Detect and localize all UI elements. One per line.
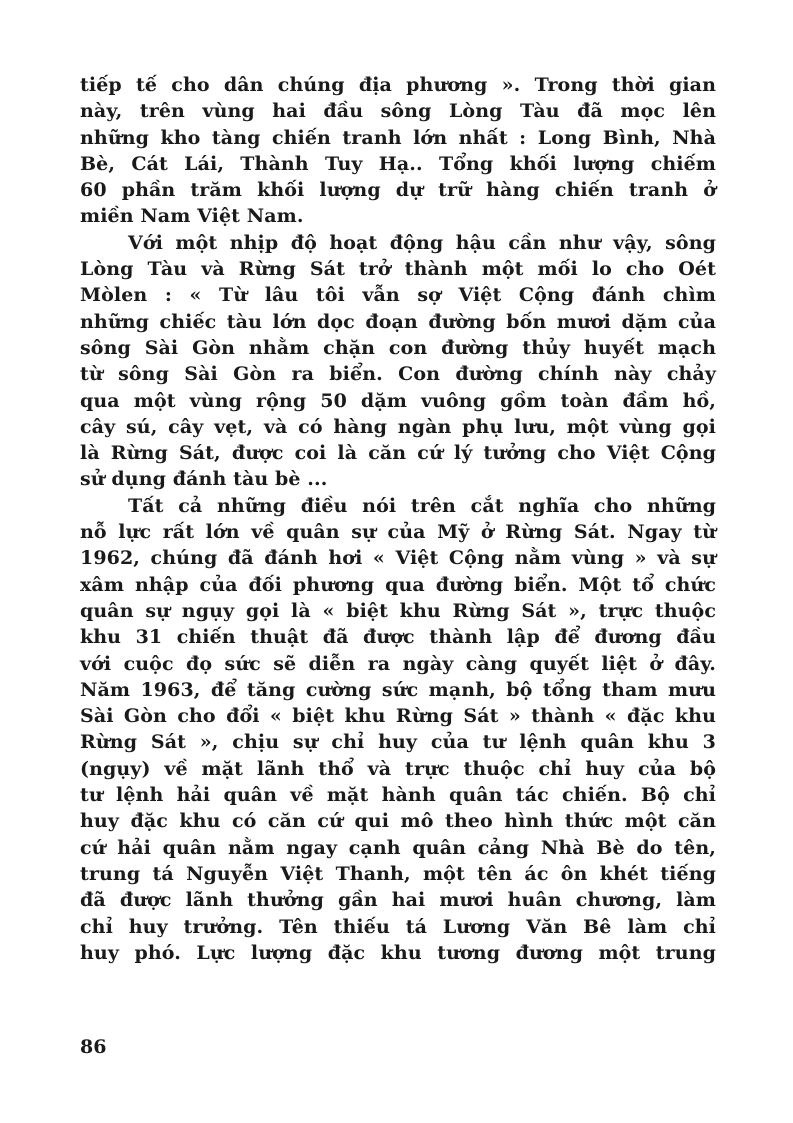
- text-line: cây sú, cây vẹt, và có hàng ngàn phụ lưu, một vùng gọi: [80, 415, 716, 438]
- text-line: đã được lãnh thưởng gần hai mươi huân chương, làm: [80, 889, 716, 912]
- text-line: xâm nhập của đối phương qua đường biển. Một tổ chức: [80, 573, 716, 596]
- text-line: (ngụy) về mặt lãnh thổ và trực thuộc chỉ huy của bộ: [80, 757, 716, 780]
- page-body-text: [80, 72, 716, 966]
- text-line: Tất cả những điều nói trên cắt nghĩa cho những: [128, 494, 716, 517]
- text-line: cứ hải quân nằm ngay cạnh quân cảng Nhà Bè do tên,: [80, 836, 716, 859]
- text-line: Sài Gòn cho đổi « biệt khu Rừng Sát » thành « đặc khu: [80, 705, 716, 728]
- paragraph-2: [80, 230, 716, 493]
- text-line: trung tá Nguyễn Việt Thanh, một tên ác ôn khét tiếng: [80, 862, 716, 885]
- text-line: miền Nam Việt Nam.: [80, 205, 304, 228]
- text-line: khu 31 chiến thuật đã được thành lập để đương đầu: [80, 626, 716, 649]
- text-line: tư lệnh hải quân về mặt hành quân tác chiến. Bộ chỉ: [80, 784, 716, 807]
- text-line: Năm 1963, để tăng cường sức mạnh, bộ tổng tham mưu: [80, 678, 716, 701]
- paragraph-1: [80, 72, 716, 230]
- text-line: chỉ huy trưởng. Tên thiếu tá Lương Văn Bê làm chỉ: [80, 915, 716, 938]
- text-line: với cuộc đọ sức sẽ diễn ra ngày càng quyết liệt ở đây.: [80, 652, 716, 675]
- text-line: Với một nhịp độ hoạt động hậu cần như vậy, sông: [128, 231, 716, 254]
- text-line: qua một vùng rộng 50 dặm vuông gồm toàn đầm hồ,: [80, 389, 716, 412]
- text-line: huy đặc khu có căn cứ qui mô theo hình thức một căn: [80, 810, 716, 833]
- text-line: từ sông Sài Gòn ra biển. Con đường chính này chảy: [80, 363, 716, 386]
- text-line: này, trên vùng hai đầu sông Lòng Tàu đã mọc lên: [80, 100, 716, 123]
- text-line: Lòng Tàu và Rừng Sát trở thành một mối lo cho Oét: [80, 258, 716, 281]
- text-line: tiếp tế cho dân chúng địa phương ». Trong thời gian: [80, 74, 716, 96]
- text-line: những chiếc tàu lớn dọc đoạn đường bốn mươi dặm của: [80, 310, 716, 333]
- text-line: những kho tàng chiến tranh lớn nhất : Long Bình, Nhà: [80, 126, 716, 149]
- paragraph-3: [80, 493, 716, 966]
- page-number: 86: [80, 1036, 107, 1058]
- text-line: sông Sài Gòn nhằm chặn con đường thủy huyết mạch: [80, 336, 716, 359]
- text-line: Rừng Sát », chịu sự chỉ huy của tư lệnh quân khu 3: [80, 731, 716, 754]
- text-line: Bè, Cát Lái, Thành Tuy Hạ.. Tổng khối lượng chiếm: [80, 152, 716, 175]
- text-line: là Rừng Sát, được coi là căn cứ lý tưởng cho Việt Cộng: [80, 442, 716, 465]
- text-line: sử dụng đánh tàu bè ...: [80, 468, 328, 491]
- text-line: Mòlen : « Từ lâu tôi vẫn sợ Việt Cộng đánh chìm: [80, 284, 716, 307]
- text-line: huy phó. Lực lượng đặc khu tương đương một trung: [80, 941, 716, 964]
- text-line: 60 phần trăm khối lượng dự trữ hàng chiến tranh ở: [80, 179, 716, 202]
- text-line: 1962, chúng đã đánh hơi « Việt Cộng nằm vùng » và sự: [80, 547, 716, 570]
- text-line: nỗ lực rất lớn về quân sự của Mỹ ở Rừng Sát. Ngay từ: [80, 521, 716, 544]
- text-line: quân sự ngụy gọi là « biệt khu Rừng Sát », trực thuộc: [80, 599, 716, 622]
